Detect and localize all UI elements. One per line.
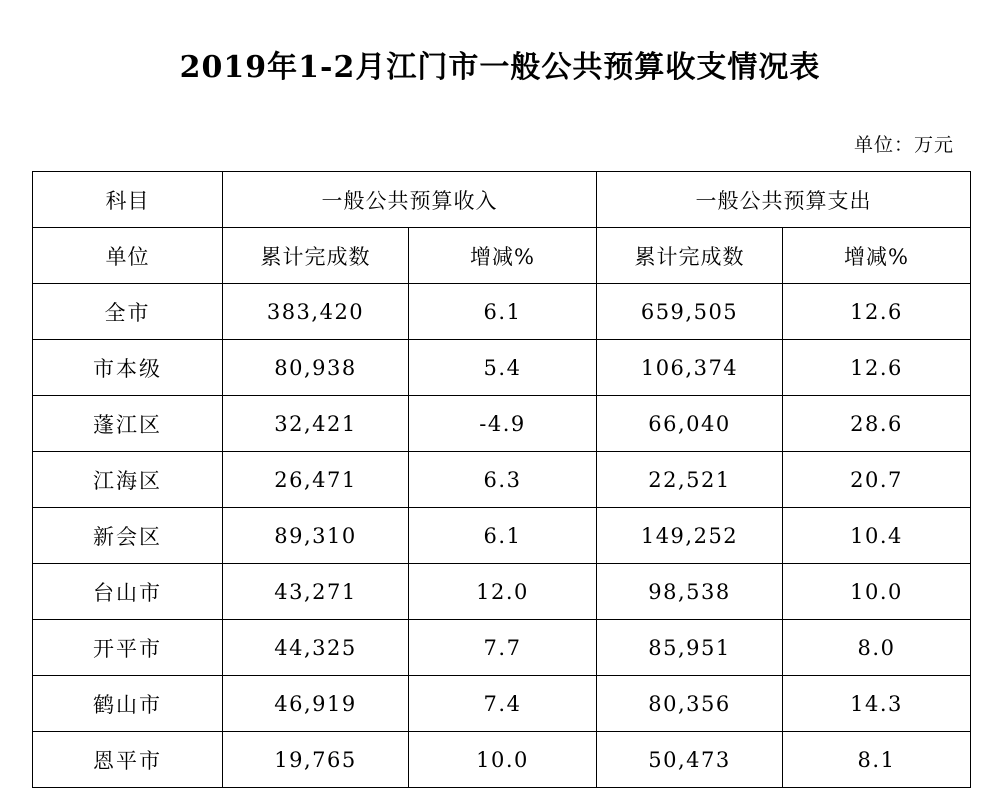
expenditure-change-value: 8.1 [783, 732, 971, 788]
table-header-row-groups [33, 172, 971, 228]
revenue-change-value: 6.3 [409, 452, 597, 508]
row-label: 开平市 [33, 620, 223, 676]
row-label: 新会区 [33, 508, 223, 564]
header-expenditure-total: 累计完成数 [597, 228, 783, 284]
expenditure-change-value: 20.7 [783, 452, 971, 508]
revenue-total-value: 26,471 [223, 452, 409, 508]
header-revenue-group: 一般公共预算收入 [223, 172, 597, 228]
expenditure-total-value: 85,951 [597, 620, 783, 676]
revenue-change-value: 6.1 [409, 284, 597, 340]
header-expenditure-change: 增减% [783, 228, 971, 284]
revenue-total-value: 46,919 [223, 676, 409, 732]
row-label: 台山市 [33, 564, 223, 620]
table-row [33, 676, 971, 732]
header-subject: 科目 [33, 172, 223, 228]
page-title: 2019年1-2月江门市一般公共预算收支情况表 [179, 50, 821, 85]
unit-note: 单位：万元 [853, 134, 954, 156]
row-label: 全市 [33, 284, 223, 340]
revenue-change-value: 7.7 [409, 620, 597, 676]
table-row [33, 508, 971, 564]
expenditure-total-value: 98,538 [597, 564, 783, 620]
revenue-change-value: 12.0 [409, 564, 597, 620]
expenditure-total-value: 66,040 [597, 396, 783, 452]
expenditure-total-value: 50,473 [597, 732, 783, 788]
expenditure-total-value: 149,252 [597, 508, 783, 564]
expenditure-change-value: 12.6 [783, 284, 971, 340]
expenditure-total-value: 22,521 [597, 452, 783, 508]
table-row [33, 396, 971, 452]
table-header-row-columns [33, 228, 971, 284]
expenditure-change-value: 14.3 [783, 676, 971, 732]
table-row [33, 564, 971, 620]
row-label: 鹤山市 [33, 676, 223, 732]
row-label: 江海区 [33, 452, 223, 508]
table-body [33, 284, 971, 788]
revenue-change-value: 7.4 [409, 676, 597, 732]
row-label: 蓬江区 [33, 396, 223, 452]
revenue-change-value: 6.1 [409, 508, 597, 564]
table-row [33, 340, 971, 396]
expenditure-total-value: 659,505 [597, 284, 783, 340]
row-label: 市本级 [33, 340, 223, 396]
table-header [33, 172, 971, 284]
row-label: 恩平市 [33, 732, 223, 788]
revenue-total-value: 80,938 [223, 340, 409, 396]
expenditure-change-value: 8.0 [783, 620, 971, 676]
revenue-total-value: 32,421 [223, 396, 409, 452]
revenue-total-value: 89,310 [223, 508, 409, 564]
expenditure-total-value: 80,356 [597, 676, 783, 732]
budget-table [32, 171, 971, 788]
revenue-total-value: 44,325 [223, 620, 409, 676]
header-unit: 单位 [33, 228, 223, 284]
revenue-change-value: 5.4 [409, 340, 597, 396]
revenue-change-value: -4.9 [409, 396, 597, 452]
expenditure-change-value: 10.0 [783, 564, 971, 620]
table-row [33, 284, 971, 340]
revenue-change-value: 10.0 [409, 732, 597, 788]
expenditure-change-value: 10.4 [783, 508, 971, 564]
header-revenue-change: 增减% [409, 228, 597, 284]
expenditure-change-value: 12.6 [783, 340, 971, 396]
table-row [33, 452, 971, 508]
table-row [33, 620, 971, 676]
header-expenditure-group: 一般公共预算支出 [597, 172, 971, 228]
expenditure-change-value: 28.6 [783, 396, 971, 452]
expenditure-total-value: 106,374 [597, 340, 783, 396]
table-row [33, 732, 971, 788]
revenue-total-value: 43,271 [223, 564, 409, 620]
revenue-total-value: 383,420 [223, 284, 409, 340]
revenue-total-value: 19,765 [223, 732, 409, 788]
header-revenue-total: 累计完成数 [223, 228, 409, 284]
